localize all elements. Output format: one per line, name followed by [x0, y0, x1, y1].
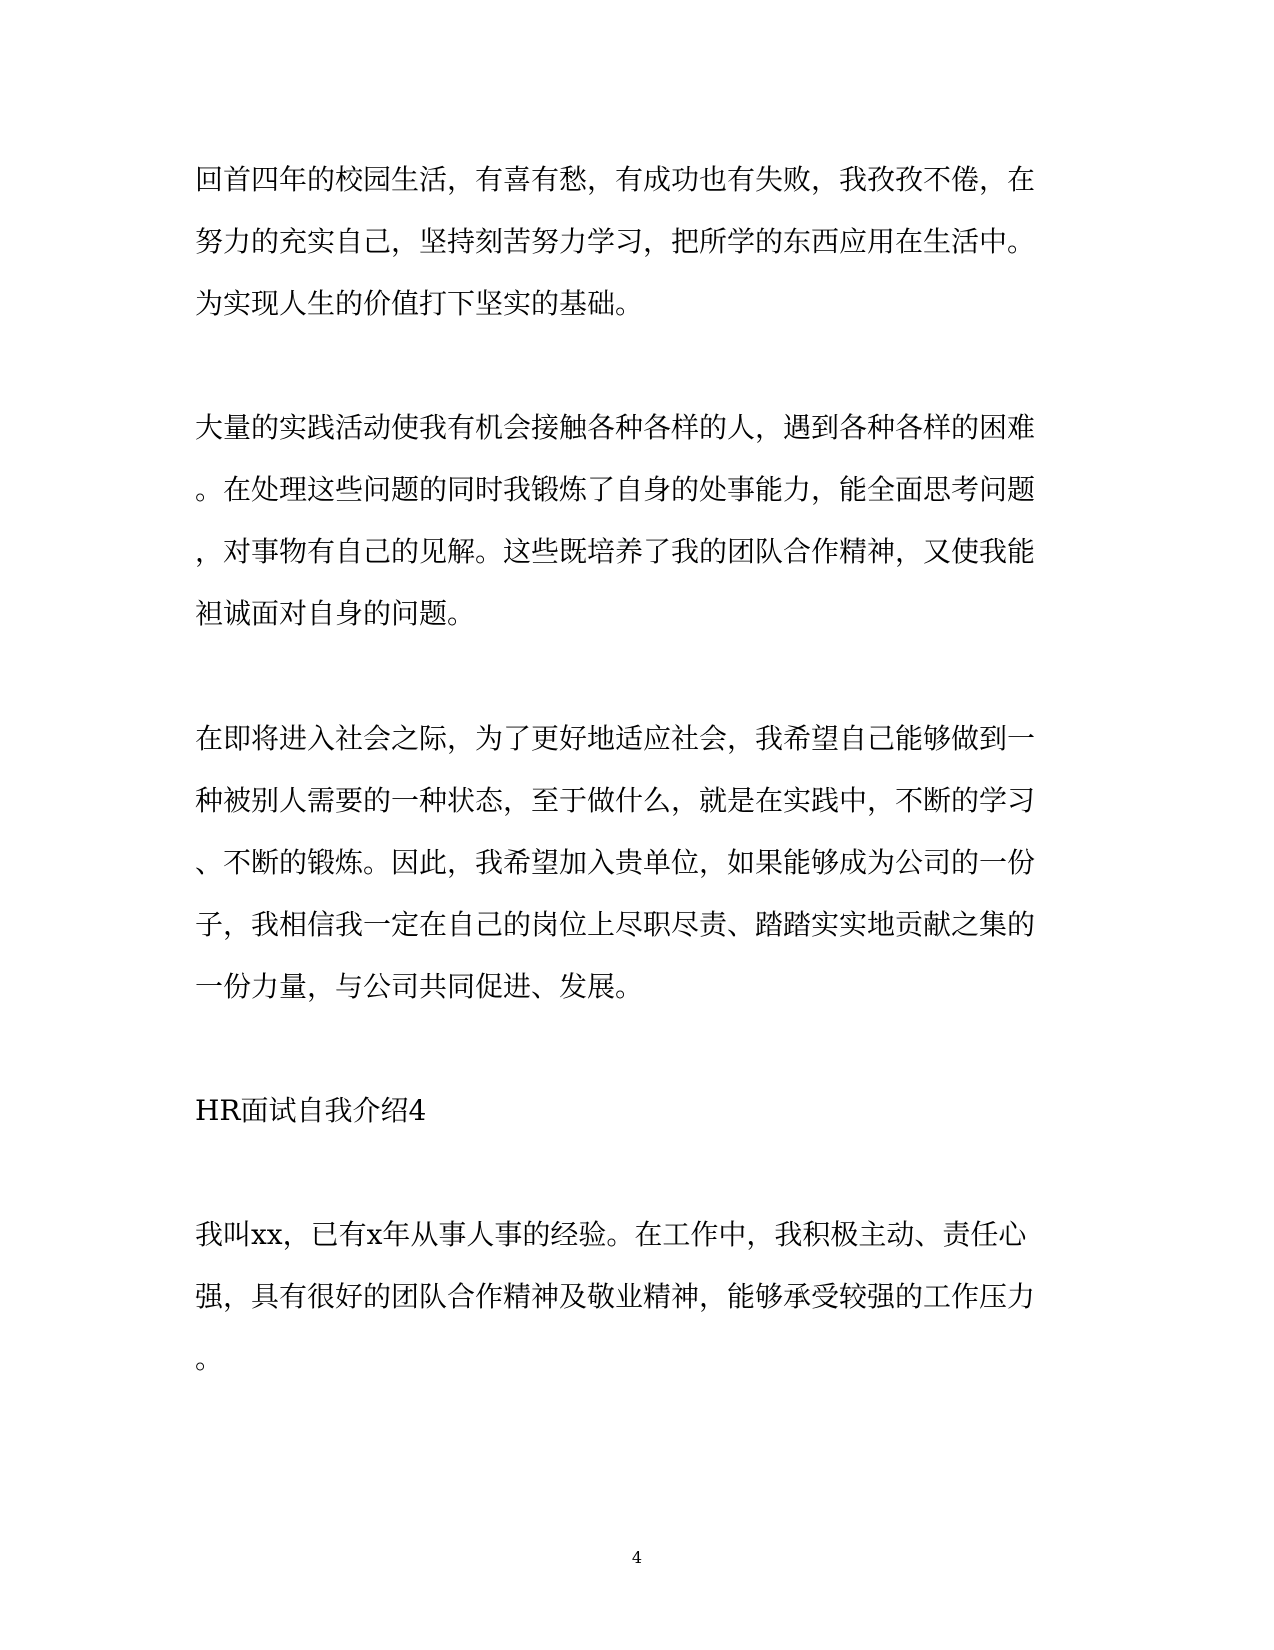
- paragraph-line: 强，具有很好的团队合作精神及敬业精神，能够承受较强的工作压力: [195, 1280, 1036, 1313]
- paragraph-line: 大量的实践活动使我有机会接触各种各样的人，遇到各种各样的困难: [195, 411, 1036, 444]
- paragraph-line: 在即将进入社会之际，为了更好地适应社会，我希望自己能够做到一: [195, 722, 1036, 755]
- paragraph-line: 我叫xx，已有x年从事人事的经验。在工作中，我积极主动、责任心: [195, 1218, 1027, 1251]
- paragraph-line: 努力的充实自己，坚持刻苦努力学习，把所学的东西应用在生活中。: [195, 225, 1036, 258]
- paragraph-line: 。: [195, 1342, 224, 1375]
- paragraph-line: 子，我相信我一定在自己的岗位上尽职尽责、踏踏实实地贡献之集的: [195, 908, 1036, 941]
- page-number: 4: [631, 1548, 643, 1567]
- paragraph-line: 为实现人生的价值打下坚实的基础。: [195, 287, 644, 320]
- paragraph-line: ，对事物有自己的见解。这些既培养了我的团队合作精神，又使我能: [195, 535, 1036, 568]
- paragraph-line: 一份力量，与公司共同促进、发展。: [195, 970, 644, 1003]
- paragraph-line: 袒诚面对自身的问题。: [195, 597, 476, 630]
- paragraph-line: 回首四年的校园生活，有喜有愁，有成功也有失败，我孜孜不倦，在: [195, 163, 1036, 196]
- section-heading: HR面试自我介绍4: [195, 1094, 427, 1127]
- paragraph-line: 、不断的锻炼。因此，我希望加入贵单位，如果能够成为公司的一份: [195, 846, 1036, 879]
- paragraph-line: 。在处理这些问题的同时我锻炼了自身的处事能力，能全面思考问题: [195, 473, 1036, 506]
- paragraph-line: 种被别人需要的一种状态，至于做什么，就是在实践中，不断的学习: [195, 784, 1036, 817]
